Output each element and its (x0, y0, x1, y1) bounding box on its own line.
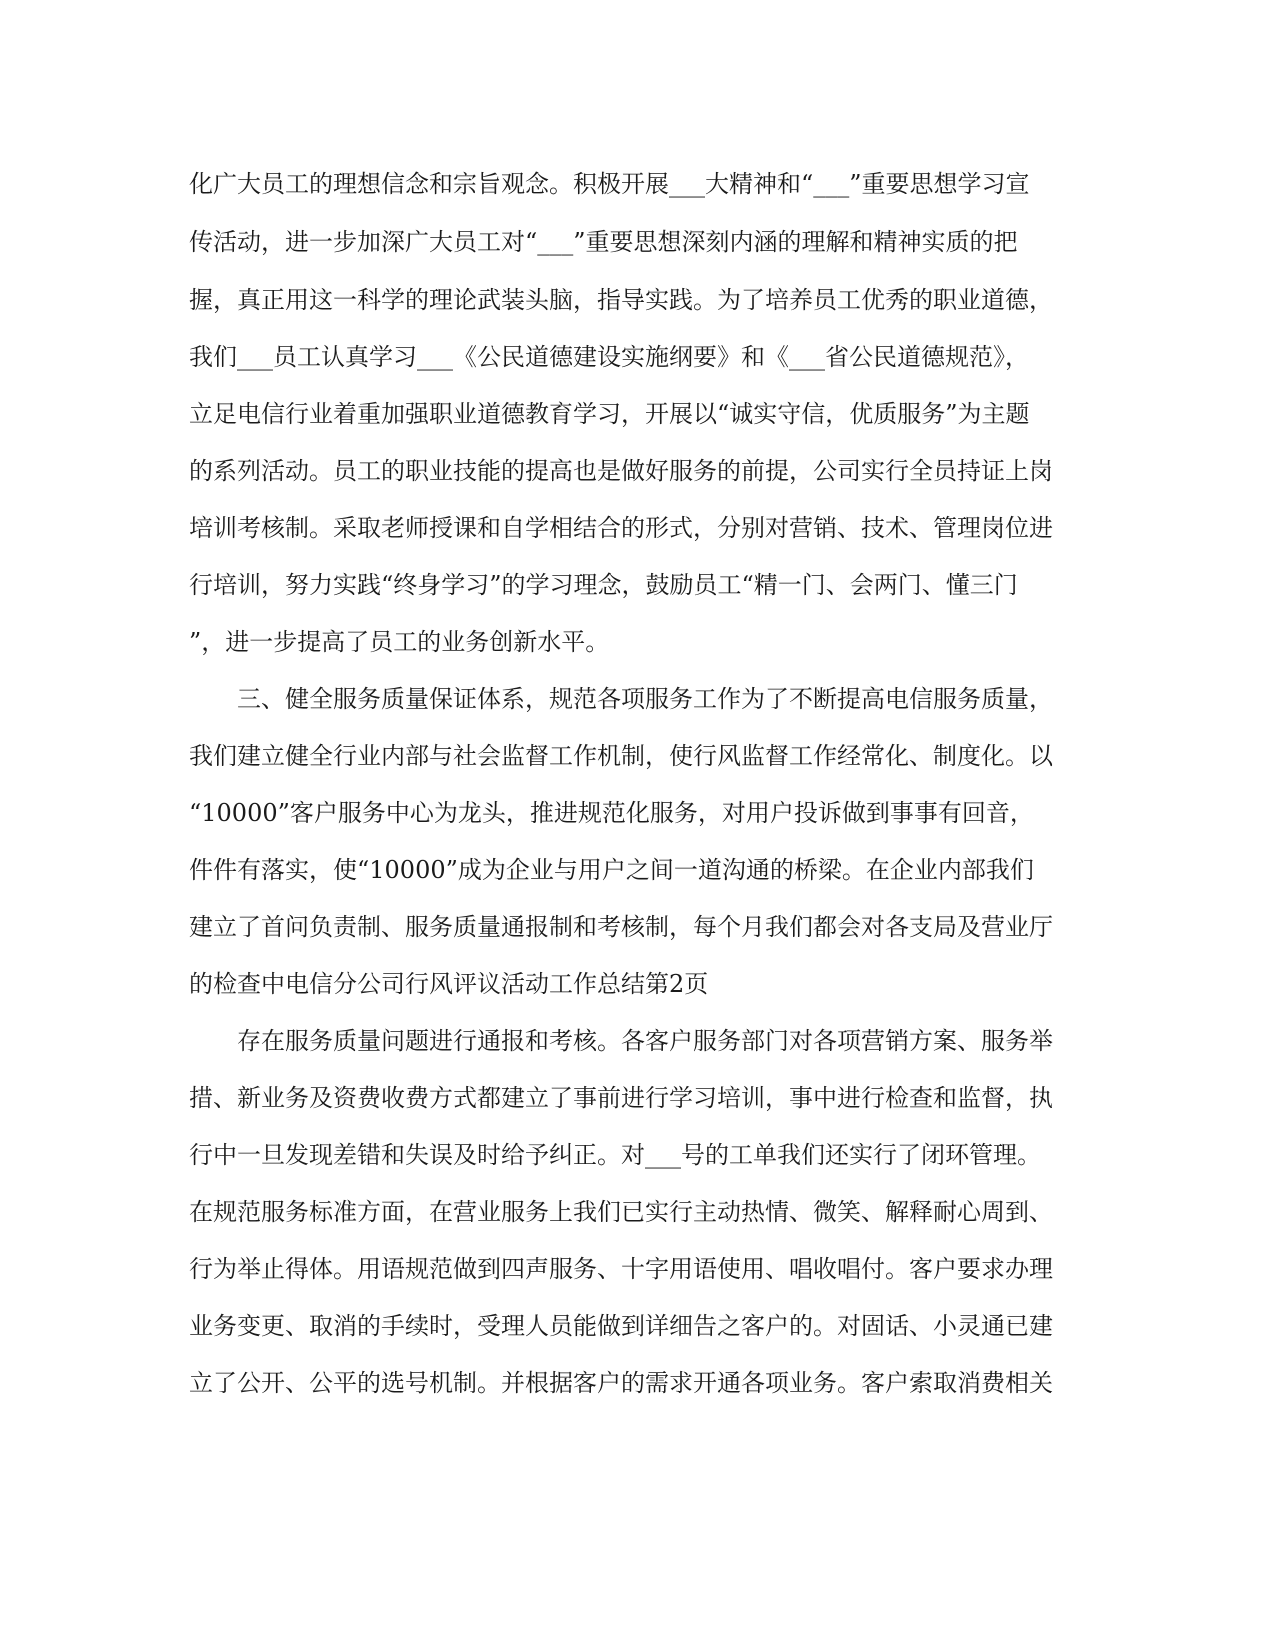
text-line: 握，真正用这一科学的理论武装头脑，指导实践。为了培养员工优秀的职业道德， (189, 286, 1053, 314)
text-line: 行中一旦发现差错和失误及时给予纠正。对___号的工单我们还实行了闭环管理。 (189, 1141, 1041, 1169)
text-line: “10000”客户服务中心为龙头，推进规范化服务，对用户投诉做到事事有回音， (189, 799, 1034, 827)
text-line: 培训考核制。采取老师授课和自学相结合的形式，分别对营销、技术、管理岗位进 (189, 514, 1053, 542)
text-line: ”，进一步提高了员工的业务创新水平。 (189, 628, 610, 656)
page-header-line: 的检查中电信分公司行风评议活动工作总结第2页 (189, 970, 709, 998)
text-line: 立了公开、公平的选号机制。并根据客户的需求开通各项业务。客户索取消费相关 (189, 1369, 1053, 1397)
text-line: 件件有落实，使“10000”成为企业与用户之间一道沟通的桥梁。在企业内部我们 (189, 856, 1034, 884)
text-line: 在规范服务标准方面，在营业服务上我们已实行主动热情、微笑、解释耐心周到、 (189, 1198, 1053, 1226)
text-line: 行为举止得体。用语规范做到四声服务、十字用语使用、唱收唱付。客户要求办理 (189, 1255, 1053, 1283)
text-line: 行培训，努力实践“终身学习”的学习理念，鼓励员工“精一门、会两门、懂三门 (189, 571, 1018, 599)
text-line: 业务变更、取消的手续时，受理人员能做到详细告之客户的。对固话、小灵通已建 (189, 1312, 1053, 1340)
text-line: 立足电信行业着重加强职业道德教育学习，开展以“诚实守信，优质服务”为主题 (189, 400, 1030, 428)
text-line: 的系列活动。员工的职业技能的提高也是做好服务的前提，公司实行全员持证上岗 (189, 457, 1053, 485)
text-line: 我们___员工认真学习___《公民道德建设实施纲要》和《___省公民道德规范》， (189, 343, 1029, 371)
text-line: 传活动，进一步加深广大员工对“___”重要思想深刻内涵的理解和精神实质的把 (189, 228, 1018, 256)
text-line: 措、新业务及资费收费方式都建立了事前进行学习培训，事中进行检查和监督，执 (189, 1084, 1053, 1112)
text-line: 我们建立健全行业内部与社会监督工作机制，使行风监督工作经常化、制度化。以 (189, 742, 1053, 770)
paragraph-start-line: 三、健全服务质量保证体系，规范各项服务工作为了不断提高电信服务质量， (237, 685, 1053, 713)
text-line: 建立了首问负责制、服务质量通报制和考核制，每个月我们都会对各支局及营业厅 (189, 913, 1053, 941)
paragraph-start-line: 存在服务质量问题进行通报和考核。各客户服务部门对各项营销方案、服务举 (237, 1027, 1053, 1055)
text-line: 化广大员工的理想信念和宗旨观念。积极开展___大精神和“___”重要思想学习宣 (189, 170, 1030, 198)
